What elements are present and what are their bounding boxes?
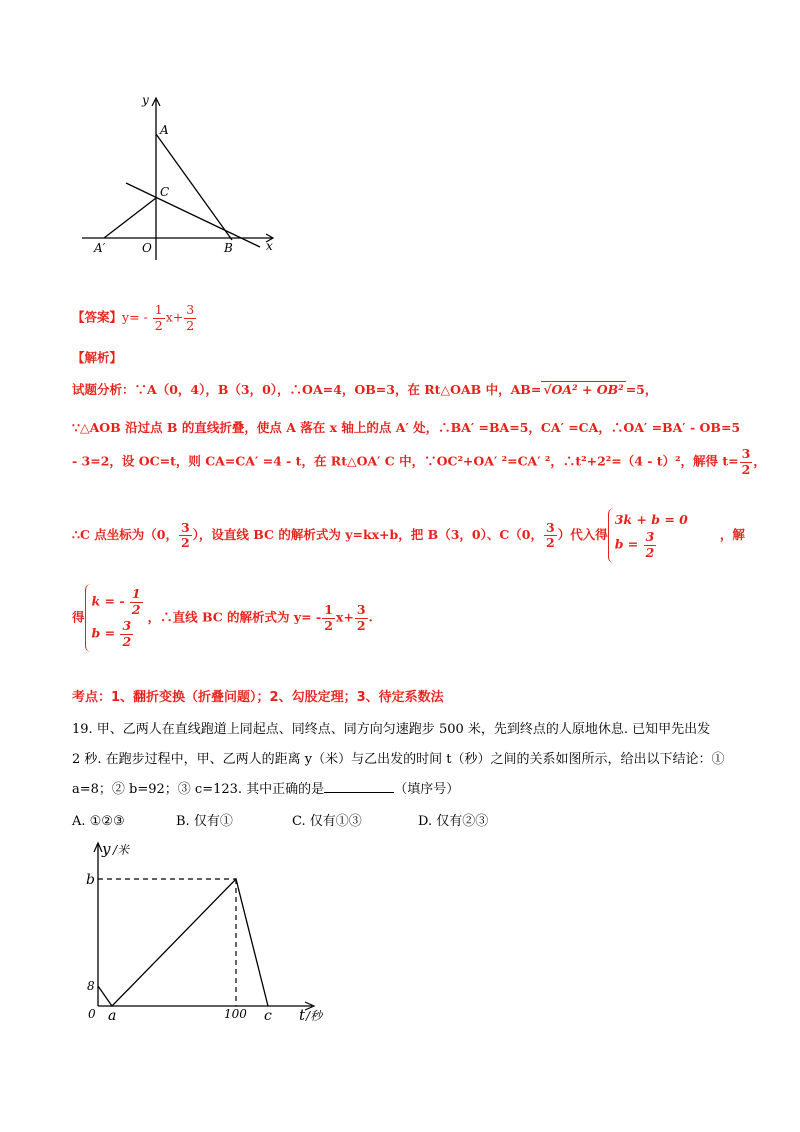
y-axis-label: y <box>102 840 111 858</box>
label-y: y <box>142 93 149 107</box>
answer-label: 【答案】 <box>72 309 123 325</box>
q19-line-2: 2 秒. 在跑步过程中，甲、乙两人的距离 y（米）与乙出发的时间 t（秒）之间的关系如图所示，给出以下结论：① <box>72 752 725 767</box>
sqrt-expression: √OA² + OB² <box>543 382 624 397</box>
segment-A'C <box>104 198 156 238</box>
y-axis-unit: /米 <box>113 843 130 857</box>
tick-0: 0 <box>88 1007 96 1021</box>
x-axis-unit: /秒 <box>306 1009 323 1023</box>
analysis-label: 【解析】 <box>72 350 123 365</box>
equation-system-1: 3k + b = 0 b = $\frac{3}{2}$ <box>608 508 692 563</box>
answer-line: 【答案】y= - $\frac{1}{2}$ x+ $\frac{3}{2}$ <box>72 302 195 333</box>
q19-line-3: a=8；② b=92；③ c=123. 其中正确的是 （填序号） <box>72 782 460 797</box>
label-B: B <box>224 241 233 255</box>
option-A[interactable]: A. ①②③ <box>72 814 125 829</box>
label-C: C <box>160 185 170 199</box>
analysis-line-2: ∵△AOB 沿过点 B 的直线折叠，使点 A 落在 x 轴上的点 A′ 处，∴BA′ =BA=5，CA′ =CA，∴OA′ =BA′ - OB=5 <box>72 420 741 435</box>
option-B[interactable]: B. 仅有① <box>176 814 233 829</box>
fraction: $\frac{1}{2}$ <box>154 302 163 333</box>
option-D[interactable]: D. 仅有②③ <box>418 814 489 829</box>
tick-c: c <box>264 1008 272 1024</box>
x-axis-label: t <box>299 1006 306 1024</box>
distance-time-graph <box>80 840 340 1030</box>
label-A: A <box>160 123 169 137</box>
tick-100: 100 <box>224 1007 247 1021</box>
equation-system-2: k = - $\frac{1}{2}$ b = $\frac{3}{2}$ <box>85 584 148 652</box>
key-points: 考点：1、翻折变换（折叠问题）；2、勾股定理；3、待定系数法 <box>72 690 444 705</box>
fold-diagram <box>80 92 290 262</box>
analysis-line-5: 得 k = - $\frac{1}{2}$ b = $\frac{3}{2}$ ，∴直线 BC 的解析式为 y= - $\frac{1}{2}$ x+ $\frac{3}{2}$ . <box>72 584 373 652</box>
q19-options <box>72 810 488 829</box>
label-x: x <box>266 239 273 253</box>
tick-a: a <box>108 1008 117 1024</box>
fraction: $\frac{3}{2}$ <box>186 302 195 333</box>
analysis-line-3: - 3=2，设 OC=t，则 CA=CA′ =4 - t，在 Rt△OA′ C 中，∵OC²+OA′ ²=CA′ ²，∴t²+2²=（4 - t）²，解得 t= $\frac{3}{2}$ ， <box>72 446 766 477</box>
tick-b: b <box>86 872 95 888</box>
analysis-line-1: 试题分析：∵A（0，4），B（3，0），∴OA=4，OB=3，在 Rt△OAB 中，AB= √OA² + OB² =5， <box>72 382 658 397</box>
answer-blank[interactable] <box>324 792 394 793</box>
label-O: O <box>142 241 152 255</box>
analysis-line-4: ∴C 点坐标为（0， $\frac{3}{2}$ ），设直线 BC 的解析式为 y=kx+b，把 B（3，0）、C（0， $\frac{3}{2}$ ）代入得 3k + b = 0 b = $\frac{3}{2}$ ，解 <box>72 508 745 563</box>
label-A-prime: A′ <box>94 241 106 255</box>
option-C[interactable]: C. 仅有①③ <box>292 814 362 829</box>
q19-line-1: 19. 甲、乙两人在直线跑道上同起点、同终点、同方向匀速跑步 500 米，先到终点的人原地休息. 已知甲先出发 <box>72 722 711 737</box>
tick-8: 8 <box>87 979 95 993</box>
distance-curve <box>98 879 268 1006</box>
